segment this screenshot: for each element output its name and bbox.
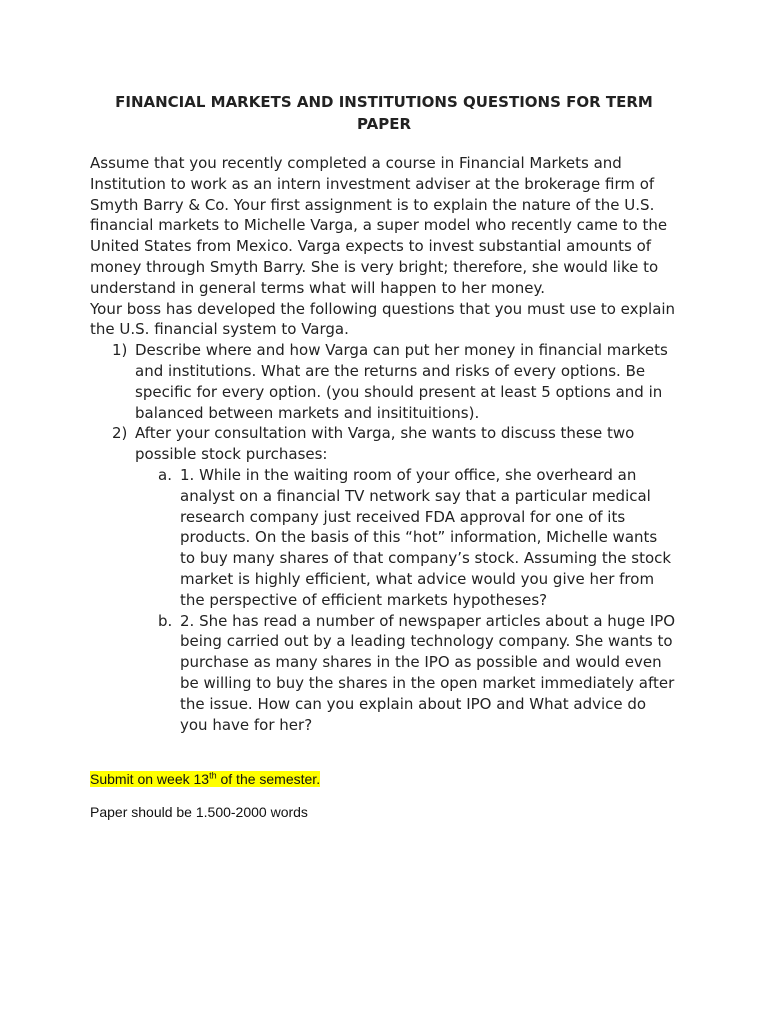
question-2-text: After your consultation with Varga, she wants to discuss these two possible stock purchases: bbox=[135, 424, 635, 464]
question-2b-text: 2. She has read a number of newspaper articles about a huge IPO being carried out by a leading technology company. She wants to purchase as many shares in the IPO as possible and would even be willing to buy the shares in the open market immediately after the issue. How can you explain about IPO and What advice do you have for her? bbox=[180, 611, 676, 734]
submit-prefix: Submit on week 13 bbox=[90, 771, 210, 787]
submit-highlight bbox=[90, 771, 320, 787]
word-count-requirement: Paper should be 1.500-2000 words bbox=[90, 804, 308, 820]
question-1 bbox=[90, 340, 690, 423]
question-2a-text: 1. While in the waiting room of your office, she overheard an analyst on a financial TV network say that a particular medical research company just received FDA approval for one of its products. On the basis of this “hot” information, Michelle wants to buy many shares of that company’s stock. Assuming the stock market is highly efficient, what advice would you give her from the perspective of efficient markets hypotheses? bbox=[180, 465, 672, 609]
question-2a-marker: a. bbox=[158, 465, 172, 484]
submit-suffix: of the semester. bbox=[216, 771, 321, 787]
question-2-marker: 2) bbox=[112, 424, 128, 443]
submit-superscript: th bbox=[209, 770, 217, 781]
submit-deadline bbox=[90, 770, 320, 788]
intro-paragraph: Assume that you recently completed a course in Financial Markets and Institution to work as an intern investment adviser at the brokerage firm of Smyth Barry & Co. Your first assignment is to explain the nature of the U.S. financial markets to Michelle Varga, a super model who recently came to the United States from Mexico. Varga expects to invest substantial amounts of money through Smyth Barry. She is very bright; therefore, she would like to understand in general terms what will happen to her money. bbox=[90, 154, 668, 297]
question-1-marker: 1) bbox=[112, 341, 128, 360]
question-2 bbox=[90, 423, 690, 465]
document-title: FINANCIAL MARKETS AND INSTITUTIONS QUESTIONS FOR TERM PAPER bbox=[115, 93, 653, 133]
question-2b bbox=[90, 611, 690, 736]
question-2b-marker: b. bbox=[158, 611, 173, 630]
question-2a bbox=[90, 465, 690, 611]
document-body bbox=[90, 153, 690, 735]
boss-note-paragraph: Your boss has developed the following questions that you must use to explain the U.S. financial system to Varga. bbox=[90, 299, 676, 339]
question-1-text: Describe where and how Varga can put her money in financial markets and institutions. What are the returns and risks of every options. Be specific for every option. (you should present at least 5 options and in balanced between markets and insitituitions). bbox=[135, 341, 668, 422]
